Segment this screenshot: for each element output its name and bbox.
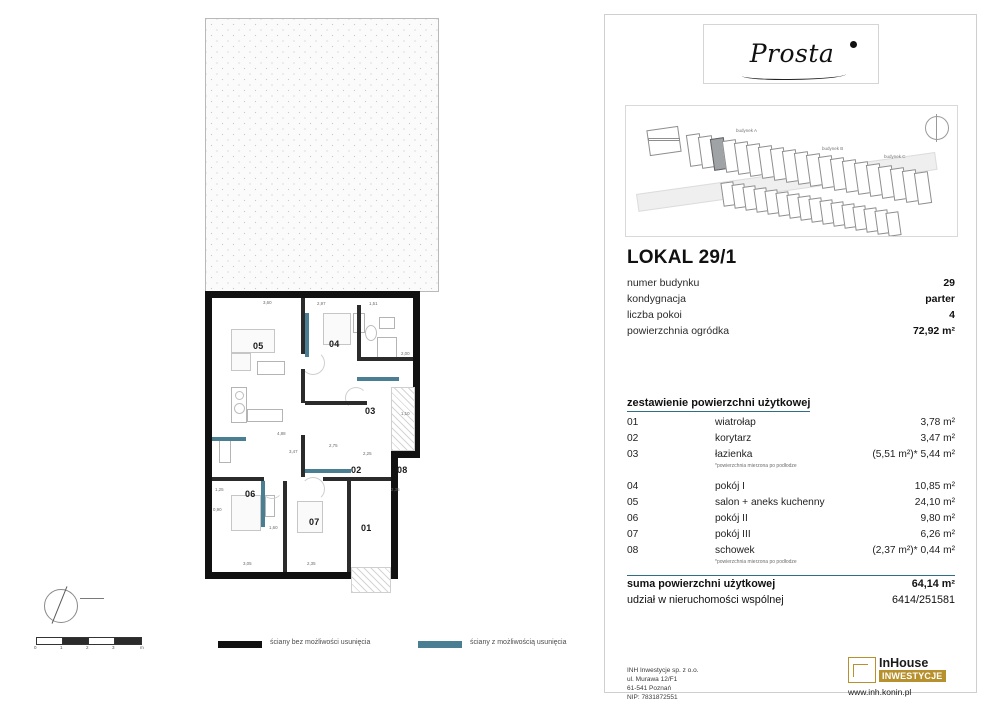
dimension-text: 2,00	[401, 351, 410, 356]
row-number: 08	[627, 545, 639, 556]
row-name: wiatrołap	[715, 417, 756, 428]
dimension-text: 2,25	[363, 451, 372, 456]
brand-name: Prosta	[749, 39, 835, 68]
dimension-text: 1,10	[401, 411, 410, 416]
summary-label: udział w nieruchomości wspólnej	[627, 594, 784, 606]
removable-wall	[212, 437, 246, 441]
door-swing	[345, 387, 367, 409]
dimension-text: 2,35	[391, 487, 400, 492]
table-row	[627, 497, 955, 513]
meta-value: 29	[943, 277, 955, 289]
north-circle	[44, 589, 78, 623]
partition	[357, 357, 413, 361]
meta-value: 4	[949, 309, 955, 321]
garden-hatched-area	[205, 18, 439, 292]
sink	[235, 391, 244, 400]
row-number: 01	[627, 417, 639, 428]
summary-value: 6414/251581	[891, 594, 955, 606]
partition	[347, 481, 351, 572]
row-number: 03	[627, 449, 639, 460]
footer-nip: NIP: 7831872551	[627, 694, 678, 701]
partition	[323, 477, 391, 481]
shower	[377, 337, 397, 359]
meta-label: kondygnacja	[627, 293, 686, 305]
info-card	[604, 14, 977, 701]
summary-row-share	[627, 594, 955, 610]
armchair	[231, 353, 251, 371]
site-building-divider	[648, 138, 680, 141]
meta-label: liczba pokoi	[627, 309, 682, 321]
row-value: (5,51 m²)* 5,44 m²	[872, 449, 955, 460]
dimension-text: 2,97	[317, 301, 326, 306]
footer-street: ul. Murawa 12/F1	[627, 676, 678, 683]
meta-value: 72,92 m²	[912, 325, 955, 337]
north-arrow	[38, 583, 82, 627]
meta-label: powierzchnia ogródka	[627, 325, 730, 337]
table-row	[627, 513, 955, 529]
summary-list	[627, 578, 955, 610]
meta-row	[627, 325, 955, 341]
dimension-text: 2,75	[329, 443, 338, 448]
room-number-07: 07	[309, 517, 320, 527]
meta-label: numer budynku	[627, 277, 700, 289]
row-name: schowek	[715, 545, 755, 556]
removable-wall	[261, 481, 265, 527]
partition	[301, 369, 305, 403]
scale-tick-3: 3	[112, 645, 115, 650]
summary-label: suma powierzchni użytkowej	[627, 578, 776, 590]
house-icon	[848, 657, 876, 683]
meta-row	[627, 293, 955, 309]
site-map	[625, 105, 958, 237]
row-footnote: *powierzchnia mierzona po podłodze	[715, 559, 797, 565]
table-row	[627, 417, 955, 433]
summary-row-total	[627, 578, 955, 594]
door-swing	[301, 477, 325, 501]
row-name: pokój II	[715, 513, 748, 524]
row-footnote: *powierzchnia mierzona po podłodze	[715, 463, 797, 469]
wc	[365, 325, 377, 341]
room-number-05: 05	[253, 341, 264, 351]
meta-row	[627, 277, 955, 293]
row-name: pokój I	[715, 481, 746, 492]
scale-tick-2: 2	[86, 645, 89, 650]
footer-address	[627, 666, 699, 702]
site-unit	[885, 211, 901, 237]
brand-dot-icon	[850, 41, 857, 48]
section-title: zestawienie powierzchni użytkowej	[627, 397, 810, 412]
bed-06	[231, 495, 261, 531]
room-number-06: 06	[245, 489, 256, 499]
entry-slab	[351, 567, 391, 593]
removable-wall	[305, 469, 351, 473]
table-row	[627, 433, 955, 449]
row-value: 6,26 m²	[920, 529, 955, 540]
wardrobe	[219, 439, 231, 463]
dimension-text: 1,25	[215, 487, 224, 492]
legend-swatch-removable	[418, 641, 462, 648]
apartment-outline	[205, 291, 420, 579]
plan-legend	[218, 638, 578, 658]
dimension-text: 1,60	[269, 525, 278, 530]
row-number: 04	[627, 481, 639, 492]
exterior-wall-top	[205, 291, 420, 298]
side-slab	[391, 387, 415, 451]
dimension-text: 4,88	[277, 431, 286, 436]
partition	[212, 477, 264, 481]
dimension-text: 1,51	[369, 301, 378, 306]
company-url: www.inh.konin.pl	[848, 687, 912, 697]
row-value: 24,10 m²	[914, 497, 955, 508]
brand-logo	[703, 24, 879, 84]
site-label-a: budynek A	[736, 128, 758, 133]
summary-divider	[627, 575, 955, 576]
removable-wall	[305, 313, 309, 357]
row-number: 05	[627, 497, 639, 508]
scale-segment	[88, 637, 116, 645]
row-number: 06	[627, 513, 639, 524]
room-number-08: 08	[397, 465, 408, 475]
site-building-a	[646, 126, 681, 156]
dining-table	[247, 409, 283, 422]
coffee-table	[257, 361, 285, 375]
row-value: 9,80 m²	[920, 513, 955, 524]
scale-segment	[62, 637, 90, 645]
row-value: 10,85 m²	[914, 481, 955, 492]
table-row	[627, 481, 955, 497]
meta-row	[627, 309, 955, 325]
removable-wall	[357, 377, 399, 381]
partition	[305, 401, 367, 405]
north-baseline	[80, 598, 104, 599]
washbasin	[379, 317, 395, 329]
dimension-text: 0,90	[213, 507, 222, 512]
brand-underline	[742, 70, 846, 80]
scale-segment	[36, 637, 64, 645]
dimension-text: 3,47	[289, 449, 298, 454]
scale-bar	[36, 637, 144, 653]
row-name: salon + aneks kuchenny	[715, 497, 825, 508]
legend-label-solid: ściany bez możliwości usunięcia	[270, 639, 371, 646]
row-number: 02	[627, 433, 639, 444]
row-name: pokój III	[715, 529, 751, 540]
company-logo	[848, 655, 958, 699]
room-number-01: 01	[361, 523, 372, 533]
footer-company: INH Inwestycje sp. z o.o.	[627, 667, 699, 674]
row-name: łazienka	[715, 449, 753, 460]
company-name-bottom: INWESTYCJE	[879, 670, 946, 682]
site-label-c: budynek C	[884, 154, 906, 159]
row-value: (2,37 m²)* 0,44 m²	[872, 545, 955, 556]
room-number-04: 04	[329, 339, 340, 349]
site-label-b: budynek B	[822, 146, 844, 151]
area-table	[627, 417, 955, 568]
dimension-text: 3,05	[243, 561, 252, 566]
row-number: 07	[627, 529, 639, 540]
partition	[357, 305, 361, 357]
company-name-top: InHouse	[879, 656, 929, 670]
exterior-wall-left	[205, 291, 212, 579]
meta-list	[627, 277, 955, 341]
room-number-02: 02	[351, 465, 362, 475]
dimension-text: 2,35	[307, 561, 316, 566]
scale-tick-unit: m	[140, 645, 144, 650]
partition	[283, 481, 287, 572]
legend-swatch-solid	[218, 641, 262, 648]
hob	[234, 403, 245, 414]
row-value: 3,47 m²	[920, 433, 955, 444]
dimension-text: 3,60	[263, 300, 272, 305]
meta-value: parter	[925, 293, 955, 305]
table-row	[627, 529, 955, 545]
legend-label-removable: ściany z możliwością usunięcia	[470, 639, 567, 646]
footer-city: 61-541 Poznań	[627, 685, 672, 692]
scale-tick-1: 1	[60, 645, 63, 650]
row-value: 3,78 m²	[920, 417, 955, 428]
compass-icon	[925, 116, 949, 140]
scale-segment	[114, 637, 142, 645]
scale-tick-0: 0	[34, 645, 37, 650]
summary-value: 64,14 m²	[911, 578, 955, 590]
row-name: korytarz	[715, 433, 752, 444]
page-title: LOKAL 29/1	[627, 247, 737, 268]
room-number-03: 03	[365, 406, 376, 416]
